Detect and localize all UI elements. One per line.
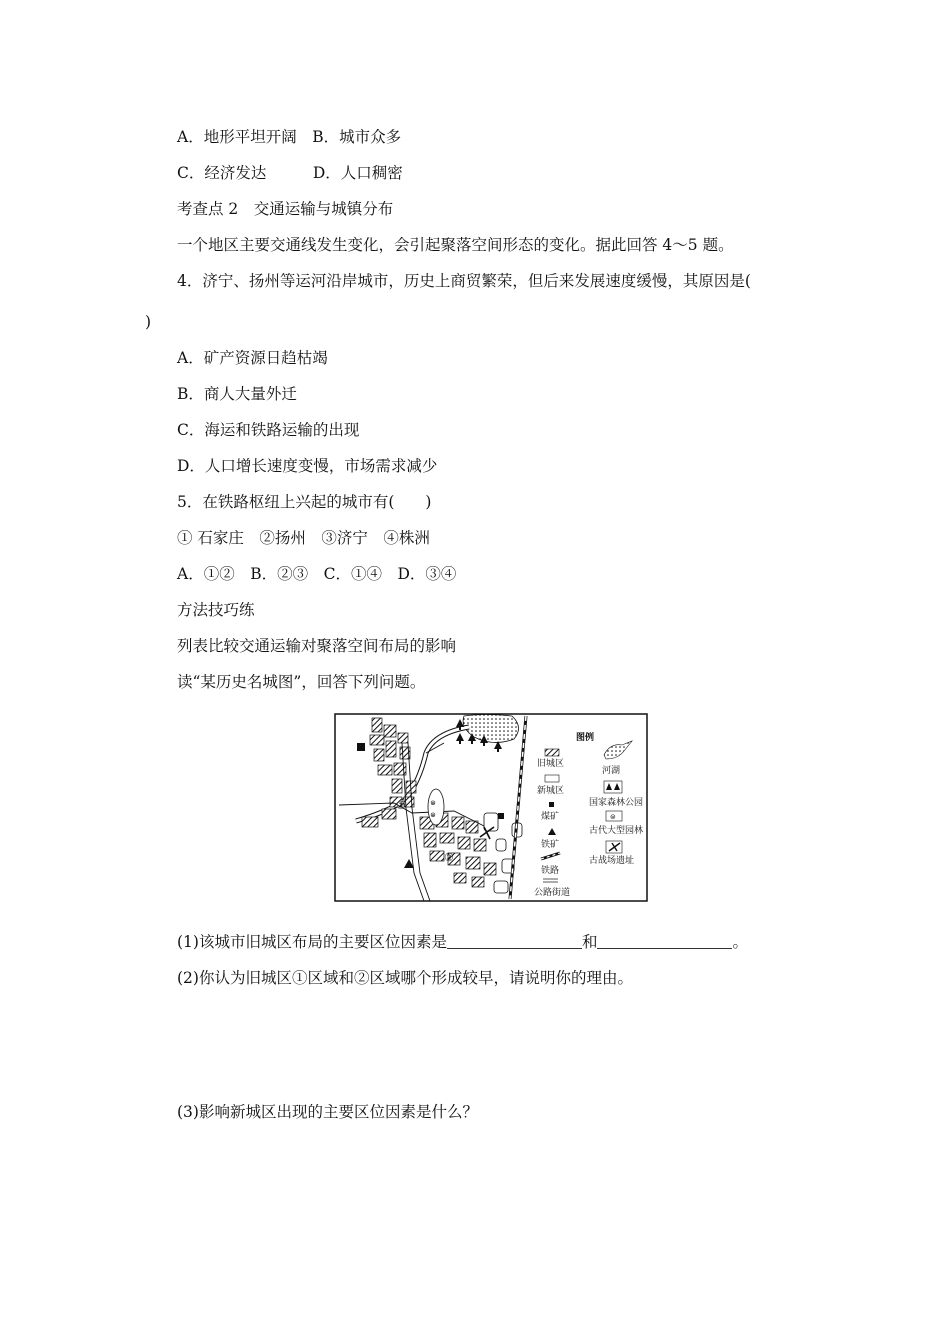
method-heading: 方法技巧练 xyxy=(177,601,255,619)
q5-options: A．①② B．②③ C．①④ D．③④ xyxy=(177,565,457,583)
garden-swatch xyxy=(606,811,622,821)
legend-new-city: 新城区 xyxy=(537,786,565,796)
new-city-swatch xyxy=(545,775,559,782)
subquestion-2: (2)你认为旧城区①区域和②区域哪个形成较早，请说明你的理由。 xyxy=(177,969,633,987)
q4-option-d: D．人口增长速度变慢，市场需求减少 xyxy=(177,457,438,475)
answer-blank-1[interactable] xyxy=(447,934,582,949)
legend-battlefield: 古战场遗址 xyxy=(589,856,635,866)
sq1-end: 。 xyxy=(732,933,748,951)
legend-forest-park: 国家森林公园 xyxy=(589,798,644,808)
area-1-label: ① xyxy=(396,799,406,812)
subquestion-1 xyxy=(177,932,748,952)
intro-text: 一个地区主要交通线发生变化，会引起聚落空间形态的变化。据此回答 4～5 题。 xyxy=(177,236,734,254)
question-4-close: ) xyxy=(145,313,152,331)
garden-icon-2: ⊜ xyxy=(430,811,436,819)
area-2-label: ② xyxy=(444,851,454,864)
coal-mine-icon xyxy=(357,743,365,751)
legend-road: 公路街道 xyxy=(534,888,571,898)
legend-title: 图例 xyxy=(576,733,595,743)
legend-railway: 铁路 xyxy=(541,866,560,876)
legend-coal-mine: 煤矿 xyxy=(541,812,560,822)
sq1-prefix: (1)该城市旧城区布局的主要区位因素是 xyxy=(177,933,447,951)
method-description: 列表比较交通运输对聚落空间布局的影响 xyxy=(177,637,457,655)
q4-option-c: C．海运和铁路运输的出现 xyxy=(177,421,360,439)
q4-option-a: A．矿产资源日趋枯竭 xyxy=(177,349,328,367)
legend-old-city: 旧城区 xyxy=(537,759,565,769)
question-4: 4．济宁、扬州等运河沿岸城市，历史上商贸繁荣，但后来发展速度缓慢，其原因是( xyxy=(177,272,751,290)
sq1-and: 和 xyxy=(581,933,598,951)
old-city-swatch xyxy=(545,749,559,756)
garden-icon: ⊜ xyxy=(430,799,436,807)
garden-oval xyxy=(428,789,444,825)
q5-items: ① 石家庄 ②扬州 ③济宁 ④株洲 xyxy=(177,529,430,547)
q3-options-cd: C．经济发达 D．人口稠密 xyxy=(177,164,403,182)
svg-text:⊜: ⊜ xyxy=(610,813,616,821)
subquestion-3: (3)影响新城区出现的主要区位因素是什么？ xyxy=(177,1103,478,1121)
q3-options-ab: A．地形平坦开阔 B．城市众多 xyxy=(177,128,402,146)
legend-garden: 古代大型园林 xyxy=(589,826,644,836)
answer-blank-2[interactable] xyxy=(597,934,732,949)
coal-mine-icon-2 xyxy=(498,813,504,819)
q4-option-b: B．商人大量外迁 xyxy=(177,385,297,403)
coal-swatch xyxy=(549,802,554,807)
forest-swatch xyxy=(604,781,622,793)
question-5: 5．在铁路枢纽上兴起的城市有( ) xyxy=(177,493,432,511)
battlefield-swatch xyxy=(606,841,622,853)
legend-river-lake: 河湖 xyxy=(602,766,621,776)
section-heading: 考查点 2 交通运输与城镇分布 xyxy=(177,200,394,218)
legend-iron-mine: 铁矿 xyxy=(541,840,560,850)
historic-city-map xyxy=(334,713,648,902)
read-instruction: 读“某历史名城图”，回答下列问题。 xyxy=(177,673,426,691)
